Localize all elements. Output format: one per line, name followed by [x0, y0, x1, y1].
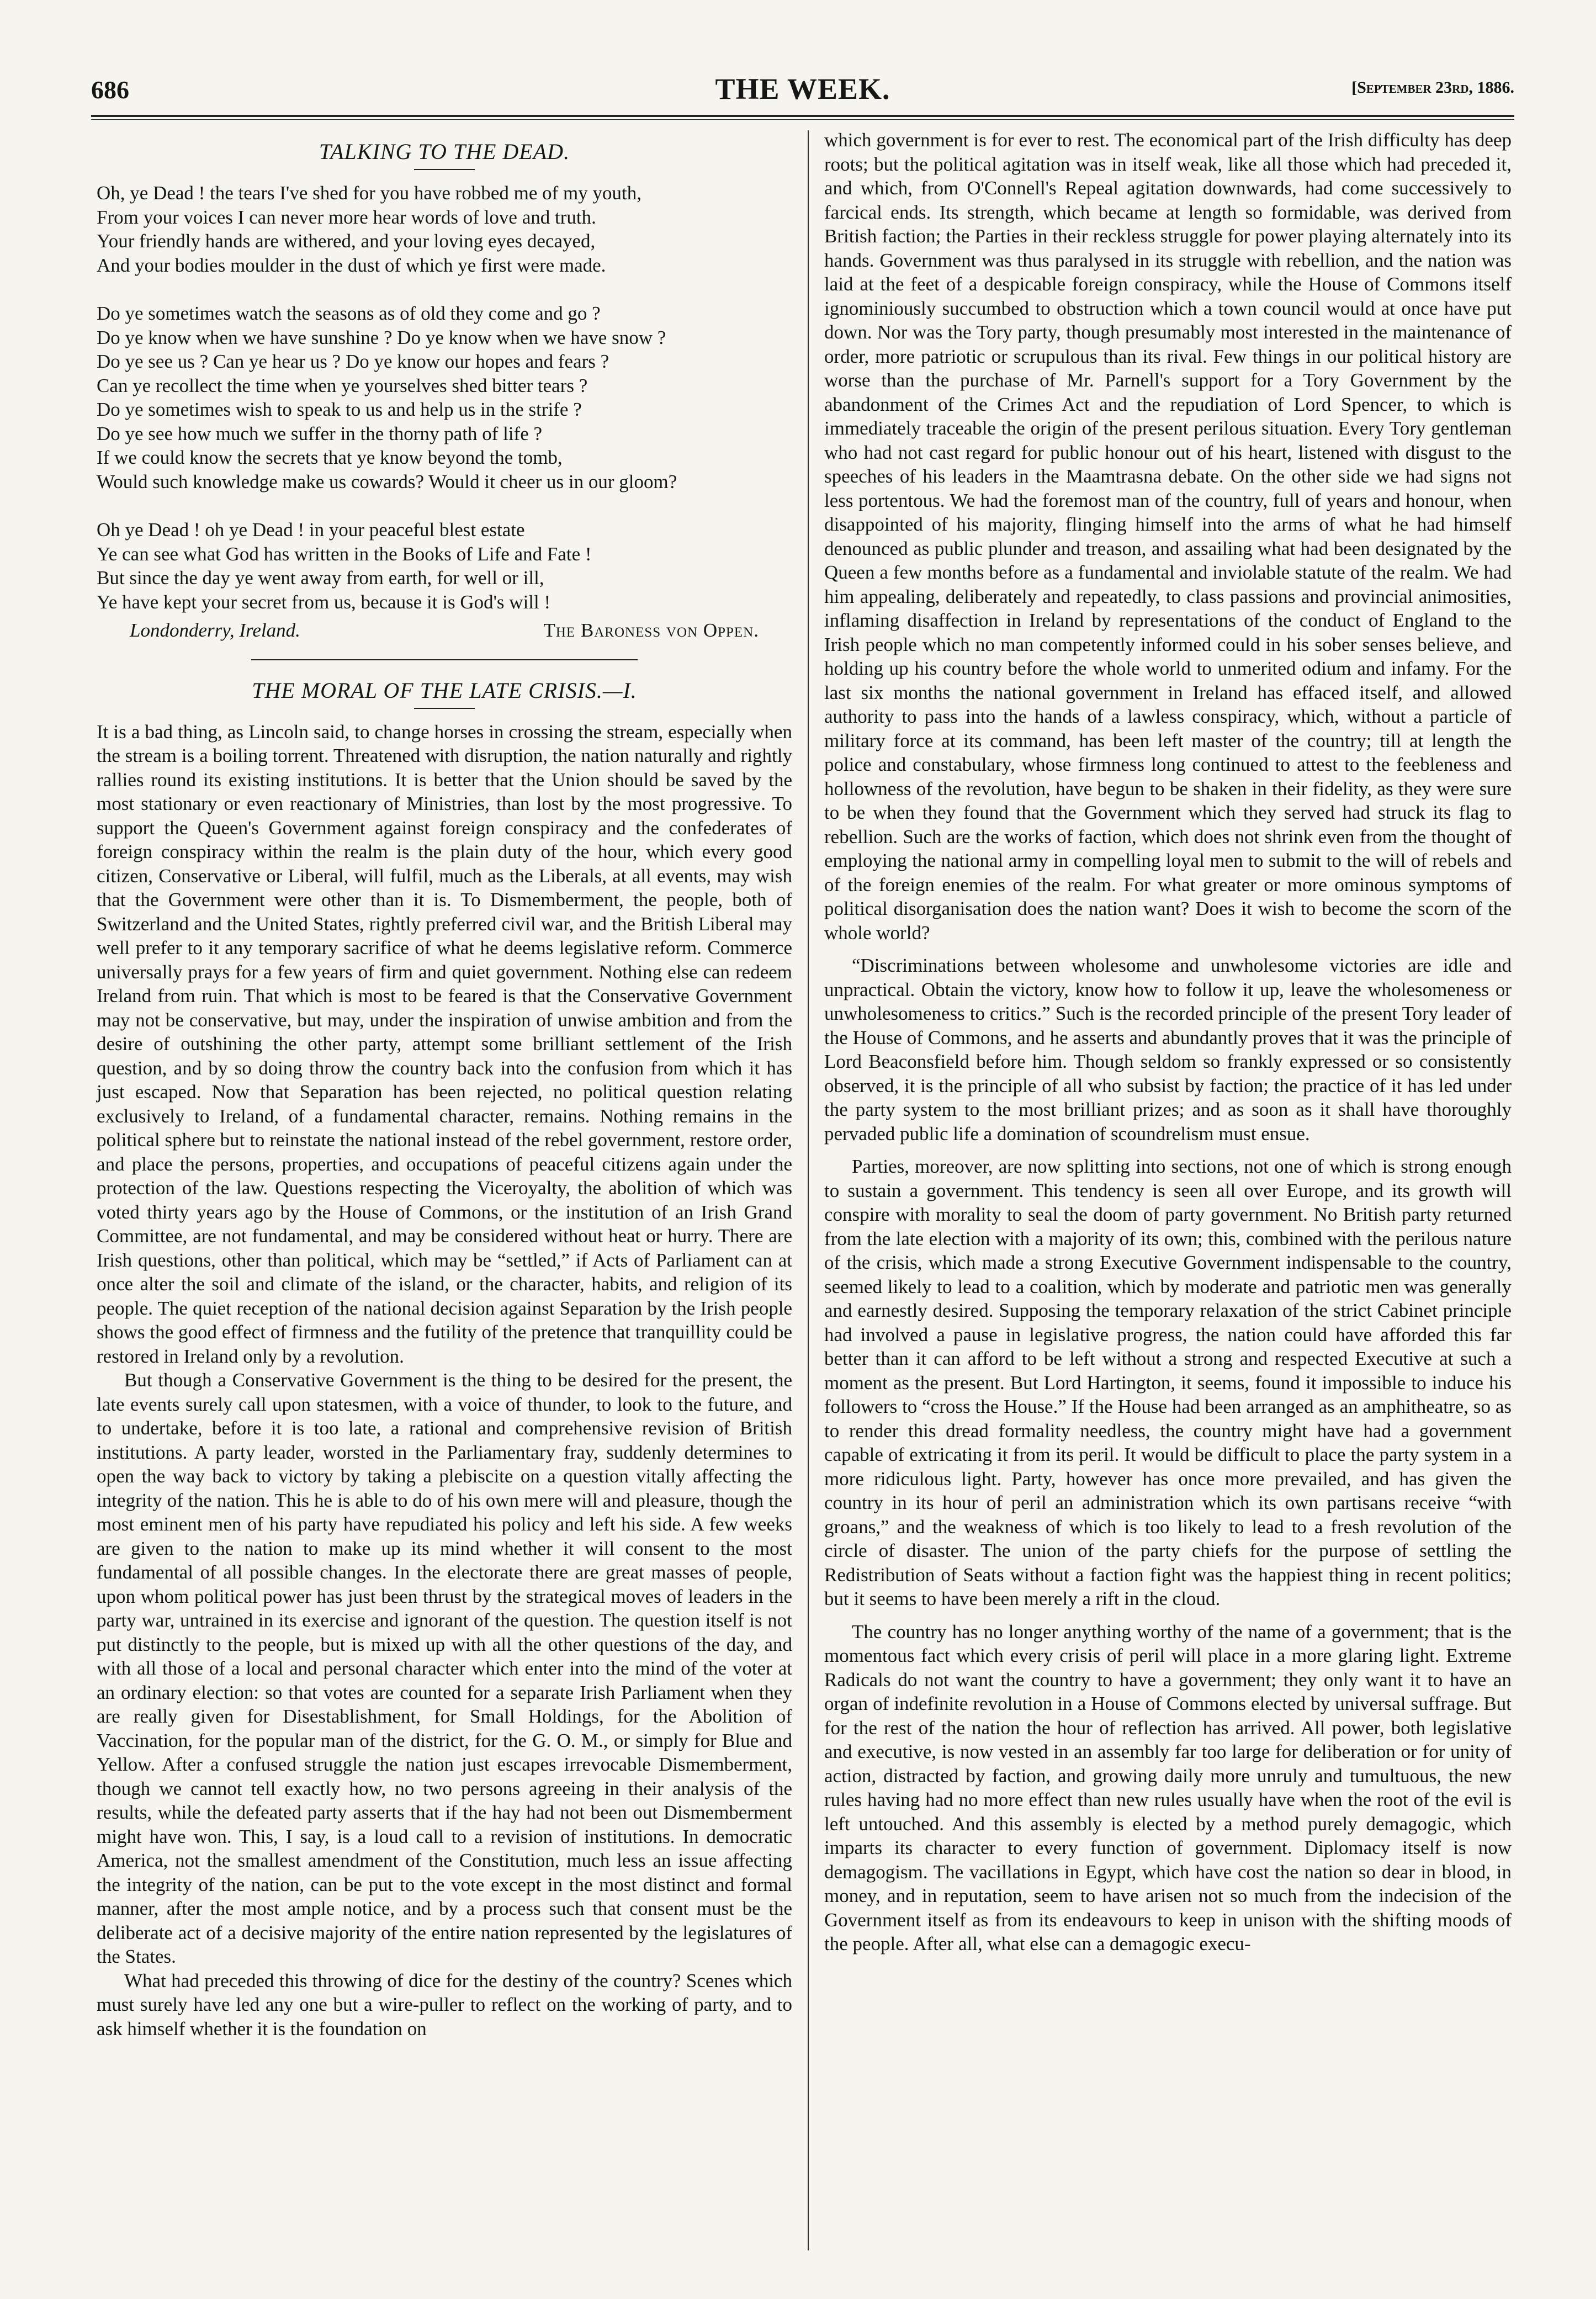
poem-signature	[97, 618, 792, 643]
poem-line: And your bodies moulder in the dust of which ye first were made.	[97, 254, 606, 276]
poem-title: TALKING TO THE DEAD.	[319, 139, 570, 164]
article-paragraph: But though a Conservative Government is the thing to be desired for the present, the late events surely call upon statesmen, with a voice of thunder, to look to the future, and to undertake, before it is too late, a rational and comprehensive revision of British institutions. A party leader, worsted in the Parliamentary fray, suddenly determines to open the way back to victory by taking a plebiscite on a question vitally affecting the integrity of the nation. This he is able to do of his own mere will and pleasure, though the most eminent men of his party have repudiated his policy and left his side. A few weeks are given to the nation to make up its mind whether it will consent to the most fundamental of all possible changes. In the electorate there are great masses of people, upon whom political power has just been thrust by the strategical moves of leaders in the party war, untrained in its exercise and ignorant of the question. The question itself is not put distinctly to the people, but is mixed up with all the other questions of the day, and with all those of a local and personal character which enter into the mind of the voter at an ordinary election: so that votes are counted for a separate Irish Parliament when they are really given for Disestablishment, for Small Holdings, for the Abolition of Vaccination, for the popular man of the district, for the G. O. M., or simply for Blue and Yellow. After a confused struggle the nation just escapes irrevocable Dismemberment, though we cannot tell exactly how, no two persons agreeing in their analysis of the results, while the defeated party asserts that if the hay had not been out Dismemberment might have won. This, I say, is a loud call to a revision of institutions. In democratic America, not the smallest amendment of the Constitution, much less an issue affecting the integrity of the nation, can be put to the vote except in the most distinct and formal manner, after the most ample notice, and by a process such that consent must be the deliberate act of a decisive majority of the entire nation represented by the legislatures of the States.	[97, 1369, 792, 1967]
poem-line: Do ye sometimes watch the seasons as of old they come and go ?	[97, 303, 601, 324]
article-paragraph: It is a bad thing, as Lincoln said, to change horses in crossing the stream, especially when the stream is a boiling torrent. Threatened with disruption, the nation naturally and rightly rallies round its existing institutions. It is better that the Union should be saved by the most stationary or even reactionary of Ministries, than lost by the most progressive. To support the Queen's Government against foreign conspiracy and the confederates of foreign conspiracy within the realm is the plain duty of the hour, which every good citizen, Conservative or Liberal, will fulfil, much as the Liberals, at all events, may wish that the Government were other than it is. To Dismemberment, the people, both of Switzerland and the United States, rightly preferred civil war, and the British Liberal may well prefer to it any temporary sacrifice of what he deems legislative reform. Commerce universally prays for a few years of firm and quiet government. Nothing else can redeem Ireland from ruin. That which is most to be feared is that the Conservative Government may not be conservative, but may, under the inspiration of unwise ambition and from the desire of outshining the other party, attempt some brilliant settlement of the Irish question, and by so doing throw the country back into the confusion from which it has just escaped. Now that Separation has been rejected, no political question relating exclusively to Ireland, of a fundamental character, remains. Nothing remains in the political sphere but to reinstate the national instead of the rebel government, restore order, and place the persons, properties, and occupations of peaceful citizens again under the protection of the law. Questions respecting the Viceroyalty, the abolition of which was voted thirty years ago by the House of Commons, or the institution of an Irish Grand Committee, are not fundamental, and may be considered without heat or hurry. There are Irish questions, other than political, which may be “settled,” if Acts of Parliament can at once alter the soil and climate of the island, or the character, habits, and religion of its people. The quiet reception of the national decision against Separation by the Irish people shows the good effect of firmness and the futility of the pretence that tranquillity could be restored in Ireland only by a revolution.	[97, 721, 792, 1367]
poem-line: If we could know the secrets that ye know beyond the tomb,	[97, 447, 563, 468]
poem-line: But since the day ye went away from earth, for well or ill,	[97, 567, 544, 589]
poem-line: Ye have kept your secret from us, because it is God's will !	[97, 591, 551, 613]
journal-title: THE WEEK.	[715, 72, 890, 105]
poem-line: Do ye sometimes wish to speak to us and help us in the strife ?	[97, 399, 582, 420]
article-paragraph: Parties, moreover, are now splitting into sections, not one of which is strong enough to sustain a government. This tendency is seen all over Europe, and its growth will conspire with morality to seal the doom of party government. No British party returned from the late election with a majority of its own; this, combined with the perilous nature of the crisis, which made a strong Executive Government indispensable to the country, seemed likely to lead to a coalition, which by moderate and patriotic men was generally and earnestly desired. Supposing the temporary relaxation of the strict Cabinet principle had involved a pause in legislative progress, the nation could have afforded this far better than it can afford to be left without a strong and respected Executive at such a moment as the present. But Lord Hartington, it seems, found it impossible to induce his followers to “cross the House.” If the House had been arranged as an amphitheatre, so as to render this dread formality needless, the country might have had a government capable of extricating it from its peril. It would be difficult to place the party system in a more ridiculous light. Party, however has once more prevailed, and has given the country in its hour of peril an administration which its own partisans receive “with groans,” and the weakness of which is too likely to lead to a fresh revolution of the circle of disaster. The union of the party chiefs for the purpose of settling the Redistribution of Seats without a faction fight was the happiest thing in recent politics; but it seems to have been merely a rift in the cloud.	[824, 1156, 1512, 1609]
poem-author: The Baroness von Oppen.	[543, 619, 759, 641]
poem-place: Londonderry, Ireland.	[130, 619, 300, 641]
poem-stanza-3	[97, 518, 792, 614]
left-column	[97, 128, 792, 2041]
page-header	[91, 72, 1514, 112]
article-title-rule	[414, 708, 475, 709]
issue-date: [September 23rd, 1886.	[1351, 78, 1514, 97]
poem-line: Oh ye Dead ! oh ye Dead ! in your peaceful blest estate	[97, 519, 525, 541]
article-paragraph: The country has no longer anything worthy of the name of a government; that is the momentous fact which every crisis of peril will place in a more glaring light. Extreme Radicals do not want the country to have a government; they only want it to have an organ of indefinite revolution in a House of Commons elected by universal suffrage. But for the rest of the nation the hour of reflection has arrived. All power, both legislative and executive, is now vested in an assembly far too large for deliberation or for unity of action, distracted by faction, and growing daily more unruly and tumultuous, the new rules having had no more effect than new rules usually have when the root of the evil is left untouched. And this assembly is elected by a method purely demagogic, which imparts its character to every function of government. Diplomacy itself is now demagogism. The vacillations in Egypt, which have cost the nation so dear in blood, in money, and in reputation, seem to have arisen not so much from the indecision of the Government itself as from its endeavours to keep in unison with the shifting moods of the people. After all, what else can a demagogic execu-	[824, 1620, 1512, 1954]
article-title: THE MORAL OF THE LATE CRISIS.—I.	[252, 677, 637, 703]
poem-line: Do ye know when we have sunshine ? Do ye know when we have snow ?	[97, 326, 666, 348]
poem-line: Ye can see what God has written in the Books of Life and Fate !	[97, 543, 592, 565]
poem-stanza-2	[97, 301, 792, 494]
poem-line: Do ye see how much we suffer in the thorny path of life ?	[97, 422, 543, 444]
poem-title-rule	[414, 169, 475, 170]
column-divider	[808, 130, 809, 2250]
header-rule-thin	[91, 119, 1514, 120]
right-column	[824, 128, 1512, 1956]
article-paragraph: What had preceded this throwing of dice for the destiny of the country? Scenes which must surely have led any one but a wire-puller to reflect on the working of party, and to ask himself whether it is the foundation on	[97, 1969, 792, 2040]
section-divider	[251, 659, 638, 660]
article-paragraph: “Discriminations between wholesome and unwholesome victories are idle and unpractical. Obtain the victory, know how to follow it up, leave the wholesomeness or unwholesomeness to critics.” Such is the recorded principle of the present Tory leader of the House of Commons, and he asserts and abundantly proves that it was the principle of Lord Beaconsfield before him. Though seldom so frankly expressed or so consistently observed, it is the principle of all who subsist by faction; the practice of it has led under the party system to the most brilliant prizes; and as soon as it shall have thoroughly pervaded public life a domination of scoundrelism must ensue.	[824, 955, 1512, 1145]
page-number: 686	[91, 76, 129, 104]
poem-stanza-1	[97, 181, 792, 277]
poem-line: Can ye recollect the time when ye yourselves shed bitter tears ?	[97, 374, 588, 396]
poem-line: Oh, ye Dead ! the tears I've shed for you have robbed me of my youth,	[97, 182, 641, 204]
poem-line: Your friendly hands are withered, and your loving eyes decayed,	[97, 230, 596, 252]
poem-line: Do ye see us ? Can ye hear us ? Do ye know our hopes and fears ?	[97, 351, 609, 372]
poem-line: Would such knowledge make us cowards? Would it cheer us in our gloom?	[97, 470, 677, 492]
poem-line: From your voices I can never more hear words of love and truth.	[97, 206, 596, 228]
article-paragraph: which government is for ever to rest. The economical part of the Irish difficulty has deep roots; but the political agitation was in itself weak, like all those which had preceded it, and which, from O'Connell's Repeal agitation downwards, had come successively to farcical ends. Its strength, which became at length so formidable, was derived from British faction; the Parties in their reckless struggle for power playing alternately into its hands. Government was thus paralysed in its struggle with rebellion, and the nation was laid at the feet of a despicable foreign conspiracy, while the House of Commons itself ignominiously succumbed to obstruction which a town council would at once have put down. Nor was the Tory party, though presumably most interested in the maintenance of order, more patriotic or scrupulous than its rival. Few things in our political history are worse than the purchase of Mr. Parnell's support for a Tory Government by the abandonment of the Crimes Act and the repudiation of Lord Spencer, to which is immediately traceable the origin of the present perilous situation. Every Tory gentleman who had not cast regard for public honour out of his heart, listened with disgust to the speeches of his leaders in the Maamtrasna debate. On the other side we had signs not less portentous. We had the foremost man of the country, full of years and honour, when disappointed of his majority, flinging himself into the arms of what he had himself denounced as public plunder and treason, and assailing what had been designated by the Queen a few months before as a fundamental and inviolable statute of the realm. We had him appealing, deliberately and repeatedly, to class passions and provincial animosities, inflaming disaffection in Ireland by representations of the conduct of England to the Irish people which no man competently informed could in his sober senses believe, and holding up his country before the whole world to unmerited odium and infamy. For the last six months the national government in Ireland has effaced itself, and allowed authority to pass into the hands of a lawless conspiracy, which, without a particle of military force at its command, has been left master of the country; till at length the police and constabulary, whose firmness long continued to attest to the feebleness and hollowness of the revolution, have begun to be shaken in their fidelity, as they were sure to be when they found that the Government which they served had struck its flag to rebellion. Such are the works of faction, which does not shrink even from the thought of employing the national army in compelling loyal men to submit to the will of rebels and of the foreign enemies of the realm. For what greater or more ominous symptoms of political disorganisation does the nation want? Does it wish to become the scorn of the whole world?	[824, 129, 1512, 944]
header-rule	[91, 115, 1514, 117]
